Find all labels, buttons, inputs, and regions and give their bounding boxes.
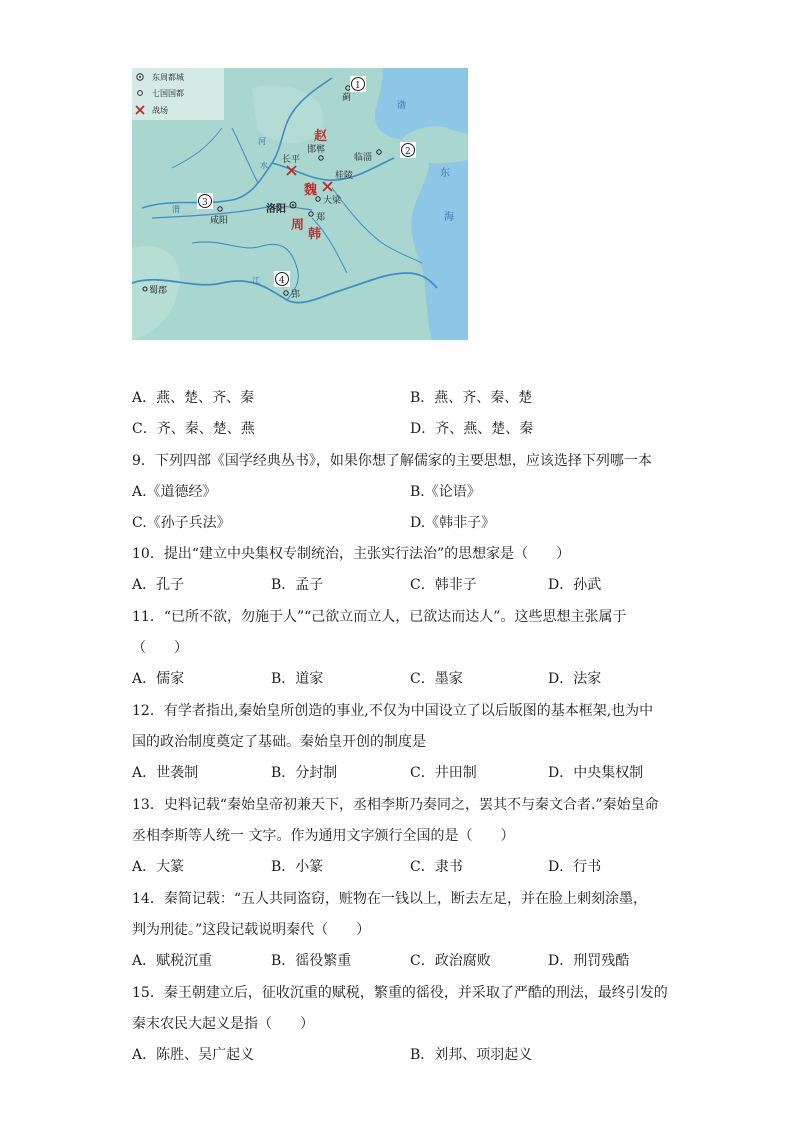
q11-option-c: C．墨家 xyxy=(410,671,463,687)
state-zhao: 赵 xyxy=(314,129,328,144)
state-zhou: 周 xyxy=(291,218,305,233)
map-graphic xyxy=(132,68,468,340)
q9-option-a: A.《道德经》 xyxy=(132,484,217,500)
city-ying: 郢 xyxy=(291,290,301,300)
q14-option-d: D．刑罚残酷 xyxy=(548,953,630,969)
q14-option-b: B．徭役繁重 xyxy=(271,953,352,969)
q15-option-b: B．刘邦、项羽起义 xyxy=(410,1047,533,1063)
q11-option-b: B．道家 xyxy=(271,671,324,687)
city-linzi: 临淄 xyxy=(354,153,373,163)
q10-option-d: D．孙武 xyxy=(548,577,602,593)
warring-states-map xyxy=(132,68,468,340)
q12-option-d: D．中央集权制 xyxy=(548,765,644,781)
q12-option-b: B．分封制 xyxy=(271,765,338,781)
river-jiang: 江 xyxy=(252,276,260,285)
q14-stem-line-1: 14．秦简记载：“五人共同盗窃，赃物在一钱以上，断去左足，并在脸上刺刻涂墨， xyxy=(132,891,647,907)
legend-label-state-capital: 七国国都 xyxy=(152,89,184,98)
q14-stem-line-2: 判为刑徒。”这段记载说明秦代（ ） xyxy=(132,922,371,938)
q13-option-d: D．行书 xyxy=(548,859,602,875)
q10-stem: 10．提出“建立中央集权专制统治，主张实行法治”的思想家是（ ） xyxy=(132,546,571,562)
q12-stem-line-2: 国的政治制度奠定了基础。秦始皇开创的制度是 xyxy=(132,734,426,750)
state-han: 韩 xyxy=(308,227,322,242)
q12-option-c: C．井田制 xyxy=(410,765,477,781)
city-handan: 邯郸 xyxy=(307,145,326,155)
q15-stem-line-2: 秦末农民大起义是指（ ） xyxy=(132,1016,314,1032)
q13-option-b: B．小篆 xyxy=(271,859,324,875)
q15-option-a: A．陈胜、吴广起义 xyxy=(132,1047,255,1063)
q11-stem-line-1: 11．“已所不欲，勿施于人”“己欲立而立人，已欲达而达人”。这些思想主张属于 xyxy=(132,609,627,625)
q11-stem-line-2: （ ） xyxy=(132,640,188,656)
q9-stem: 9．下列四部《国学经典丛书》，如果你想了解儒家的主要思想，应该选择下列哪一本 xyxy=(132,453,652,469)
river-he: 河 xyxy=(258,137,266,146)
q11-option-d: D．法家 xyxy=(548,671,602,687)
marker-2: 2 xyxy=(405,147,411,157)
city-daliang: 大梁 xyxy=(323,196,342,206)
q10-option-c: C．韩非子 xyxy=(410,577,477,593)
river-shui: 水 xyxy=(260,161,268,170)
battle-changping: 长平 xyxy=(282,155,301,165)
battle-guiling: 桂陵 xyxy=(335,171,354,181)
city-zheng: 郑 xyxy=(316,213,326,223)
q13-stem-line-1: 13．史料记载“秦始皇帝初兼天下，丞相李斯乃奏同之，罢其不与秦文合者.”秦始皇命 xyxy=(132,797,659,813)
q8-option-c: C．齐、秦、楚、燕 xyxy=(132,421,255,437)
q9-option-c: C.《孙子兵法》 xyxy=(132,515,231,531)
marker-1: 1 xyxy=(355,81,361,91)
q14-option-a: A．赋税沉重 xyxy=(132,953,213,969)
q12-option-a: A．世袭制 xyxy=(132,765,199,781)
q15-stem-line-1: 15．秦王朝建立后，征收沉重的赋税，繁重的徭役，并采取了严酷的刑法，最终引发的 xyxy=(132,985,668,1001)
q10-option-a: A．孔子 xyxy=(132,577,185,593)
legend-label-zhou-capital: 东周都城 xyxy=(152,73,184,82)
city-luoyang: 洛阳 xyxy=(266,204,286,215)
q10-option-b: B．孟子 xyxy=(271,577,324,593)
q8-option-a: A．燕、楚、齐、秦 xyxy=(132,390,255,406)
q8-option-d: D．齐、燕、楚、秦 xyxy=(410,421,534,437)
sea-bohai: 渤 xyxy=(397,101,407,111)
river-wei: 渭 xyxy=(172,205,180,214)
q14-option-c: C．政治腐败 xyxy=(410,953,491,969)
marker-4: 4 xyxy=(279,276,285,286)
city-xianyang: 咸阳 xyxy=(210,216,229,226)
marker-3: 3 xyxy=(202,198,208,208)
legend-label-battlefield: 战场 xyxy=(152,106,168,115)
q13-stem-line-2: 丞相李斯等人统一 文字。作为通用文字颁行全国的是（ ） xyxy=(132,828,515,844)
q9-option-b: B.《论语》 xyxy=(410,484,481,500)
q9-option-d: D.《韩非子》 xyxy=(410,515,496,531)
state-wei: 魏 xyxy=(304,183,318,198)
q12-stem-line-1: 12．有学者指出,秦始皇所创造的事业,不仅为中国设立了以后版图的基本框架,也为中 xyxy=(132,703,654,719)
city-ji: 蓟 xyxy=(342,93,352,103)
q8-option-b: B．燕、齐、秦、楚 xyxy=(410,390,533,406)
q11-option-a: A．儒家 xyxy=(132,671,185,687)
q13-option-a: A．大篆 xyxy=(132,859,185,875)
sea-dong: 东 xyxy=(440,168,450,179)
sea-hai: 海 xyxy=(444,212,454,223)
q13-option-c: C．隶书 xyxy=(410,859,463,875)
city-shujun: 蜀郡 xyxy=(149,286,168,296)
